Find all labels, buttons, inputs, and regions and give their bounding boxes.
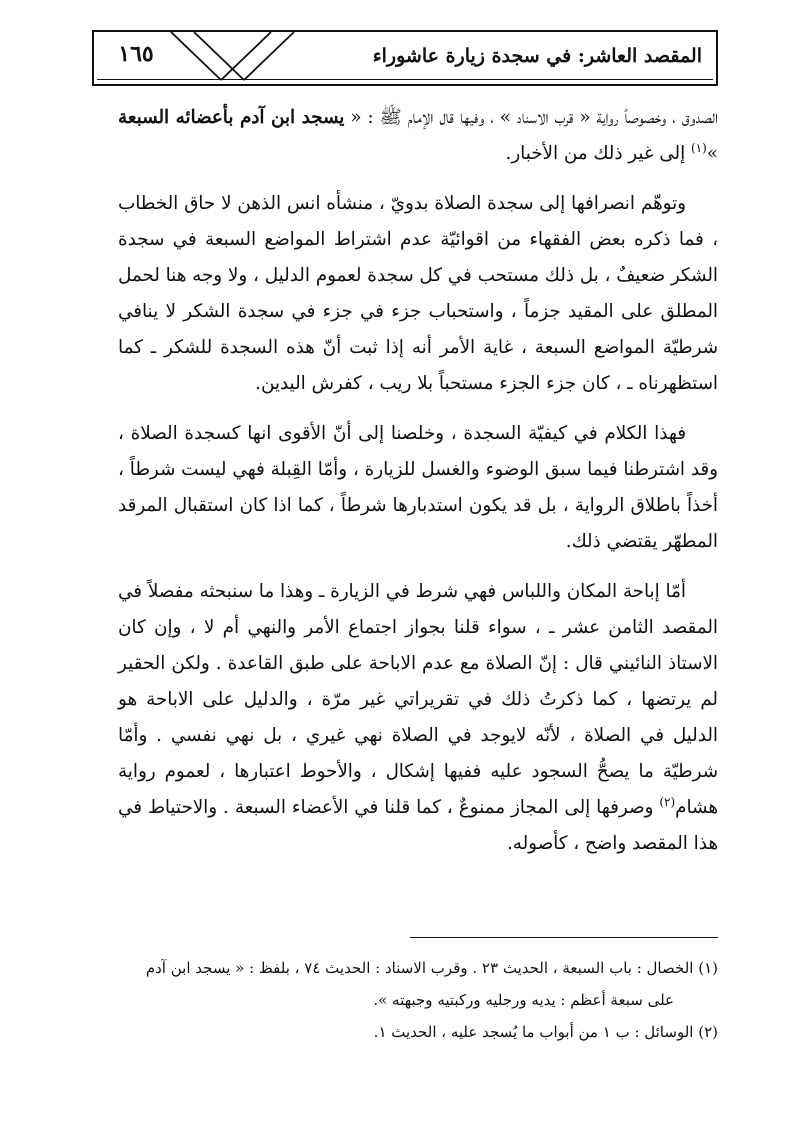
- paragraph-text: أمّا إباحة المكان واللباس فهي شرط في الزيارة ـ وهذا ما سنبحثه مفصلاً في المقصد الثامن عشر ـ ، سواء قلنا بجواز اجتماع الأمر والنهي أم لا ، وإن كان الاستاذ النائيني قال : إنّ الصلاة مع عدم الاباحة على طبق القاعدة . ولكن الحقير لم يرتضها ، كما ذكرتُ ذلك في تقريراتي غير مرّة ، والدليل على الاباحة هو الدليل في الصلاة ، لأنّه لايوجد في الصلاة نهي غيري ، بل نهي نفسي . وأمّا شرطيّة ما يصحُّ السجود عليه ففيها إشكال ، والأحوط اعتبارها ، لعموم رواية هشام: [118, 581, 718, 818]
- footnote-text: الوسائل : ب ١ من أبواب ما يُسجد عليه ، الحديث ١.: [373, 1023, 694, 1041]
- paragraph: وتوهّم انصرافها إلى سجدة الصلاة بدويّ ، منشأه انس الذهن لا حاق الخطاب ، فما ذكره بعض الفقهاء من اقوائيّة عدم اشتراط المواضع السبعة في سجدة الشكر ضعيفٌ ، بل ذلك مستحب في كل سجدة لعموم الدليل ، ولا وجه هنا لحمل المطلق على المقيد جزماً ، واستحباب جزء في جزء في سجدة الشكر لا ينافي شرطيّة المواضع السبعة ، غاية الأمر أنه إذا ثبت أنّ هذه السجدة للشكر ـ كما استظهرناه ـ ، كان جزء الجزء مستحباً بلا ريب ، كفرش اليدين.: [118, 193, 718, 394]
- paragraph-text: الصدوق ، وخصوصاً رواية « قرب الاسناد » ، وفيها قال الإمام ﷺ : «: [344, 107, 718, 128]
- running-title: المقصد العاشر: في سجدة زيارة عاشوراء: [372, 45, 702, 67]
- ornament-line: [171, 32, 221, 80]
- footnote-separator: [410, 937, 718, 938]
- paragraph: فهذا الكلام في كيفيّة السجدة ، وخلصنا إلى أنّ الأقوى انها كسجدة الصلاة ، وقد اشترطنا فيما سبق الوضوء والغسل للزيارة ، وأمّا القِبلة فهي ليست شرطاً ، أخذاً باطلاق الرواية ، بل قد يكون استدبارها شرطاً ، كما اذا كان استقبال المرقد المطهّر يقتضي ذلك.: [118, 423, 718, 552]
- footnote-continuation: على سبعة أعظم : يديه ورجليه وركبتيه وجبهته ».: [373, 991, 674, 1009]
- paragraph: [118, 574, 718, 862]
- footnote: [118, 1016, 718, 1048]
- ornament-line: [221, 32, 271, 80]
- paragraph: [118, 100, 718, 172]
- footnote-marker: (١): [698, 959, 718, 977]
- footnote: [118, 952, 718, 984]
- footnotes: [118, 952, 718, 1048]
- ornament-line: [194, 32, 244, 80]
- page-number: ١٦٥: [118, 41, 154, 67]
- page-header: [92, 30, 718, 86]
- footnote-text: الخصال : باب السبعة ، الحديث ٢٣ . وقرب الاسناد : الحديث ٧٤ ، بلفظ : « يسجد ابن آدم: [145, 959, 694, 977]
- footnote-ref[interactable]: (١): [690, 140, 707, 155]
- paragraph-text: إلى غير ذلك من الأخبار.: [505, 143, 691, 164]
- footnote-marker: (٢): [698, 1023, 718, 1041]
- ornament-line: [244, 32, 294, 80]
- footnote-ref[interactable]: (٢): [659, 794, 676, 809]
- quoted-hadith: يسجد ابن آدم بأعضائه السبعة: [118, 107, 345, 128]
- body-text: [118, 100, 718, 862]
- paragraph-text: وصرفها إلى المجاز ممنوعٌ ، كما قلنا في الأعضاء السبعة . والاحتياط في هذا المقصد واضح ، كأصوله.: [118, 797, 718, 854]
- paragraph-text: »: [706, 143, 718, 164]
